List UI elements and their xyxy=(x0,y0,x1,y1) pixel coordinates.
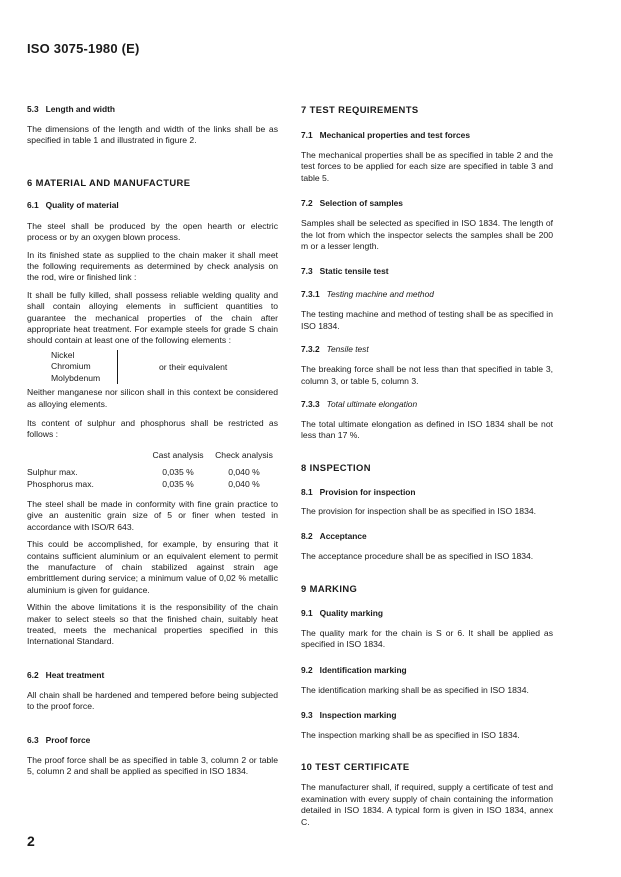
left-column xyxy=(27,104,278,777)
section-title: Mechanical properties and test forces xyxy=(319,130,470,140)
section-number: 8.2 xyxy=(301,531,313,542)
paragraph: In its finished state as supplied to the chain maker it shall meet the following requirements as determined by check analysis on the rod, wire or finished link : xyxy=(27,249,278,283)
table-cell: 0,040 % xyxy=(228,467,260,478)
section-7-heading: 7 TEST REQUIREMENTS xyxy=(301,104,419,115)
table-cell: 0,035 % xyxy=(162,478,194,489)
section-title: Testing machine and method xyxy=(326,289,434,300)
section-10-heading: 10 TEST CERTIFICATE xyxy=(301,761,410,773)
page-number: 2 xyxy=(27,833,35,849)
document-header: ISO 3075-1980 (E) xyxy=(27,41,140,56)
section-number: 7.3 xyxy=(301,266,313,277)
section-6-3-text: The proof force shall be as specified in table 3, column 2 or table 5, column 2 and shall be applied as specified in ISO 1834. xyxy=(27,754,278,777)
elements-note: or their equivalent xyxy=(159,361,228,372)
section-9-3-text: The inspection marking shall be as specified in ISO 1834. xyxy=(301,729,520,740)
section-number: 6.2 xyxy=(27,669,39,680)
section-7-2-heading xyxy=(301,198,553,209)
section-6-2-heading xyxy=(27,670,278,681)
section-number: 5.3 xyxy=(27,104,39,114)
table-header-row xyxy=(27,450,277,461)
section-9-1-heading xyxy=(301,608,553,619)
section-title: Proof force xyxy=(45,734,91,745)
section-7-3-heading xyxy=(301,266,553,277)
section-5-3-text: The dimensions of the length and width of the links shall be as specified in table 1 and illustrated in figure 2. xyxy=(27,124,278,146)
table-cell: Sulphur max. xyxy=(27,467,78,478)
section-title: Quality marking xyxy=(319,607,383,618)
section-number: 7.3.3 xyxy=(301,399,320,410)
section-7-3-3-heading xyxy=(301,399,553,410)
section-title: Provision for inspection xyxy=(319,486,416,497)
paragraph: Neither manganese nor silicon shall in this context be considered as alloying elements. xyxy=(27,387,278,409)
table-row xyxy=(27,479,277,490)
alloying-elements-list xyxy=(27,350,278,384)
section-6-2-text: All chain shall be hardened and tempered before being subjected to the proof force. xyxy=(27,689,278,712)
paragraph: Within the above limitations it is the responsibility of the chain maker to select steels so that the finished chain, suitably heat treated, meets the mechanical properties specified in this International Standard. xyxy=(27,602,278,647)
section-number: 9.2 xyxy=(301,664,313,675)
section-8-2-text: The acceptance procedure shall be as specified in ISO 1834. xyxy=(301,551,534,562)
section-title: Quality of material xyxy=(45,199,119,210)
right-column xyxy=(301,104,553,828)
section-7-3-3-text: The total ultimate elongation as defined in ISO 1834 shall be not less than 17 %. xyxy=(301,419,553,441)
section-9-heading: 9 MARKING xyxy=(301,582,358,594)
table-row xyxy=(27,467,277,478)
section-title: Identification marking xyxy=(319,664,407,675)
paragraph: The steel shall be made in conformity with fine grain practice to give an austenitic grain size of 5 or finer when tested in accordance with ISO/R 643. xyxy=(27,498,278,532)
paragraph: It shall be fully killed, shall possess reliable welding quality and shall contain alloying elements in sufficient quantities to guarantee the mechanical properties of the chain after appropriate heat treatment. For example steels for grade S chain should contain at least one of the following elements : xyxy=(27,289,278,346)
section-title: Acceptance xyxy=(319,531,367,542)
section-number: 7.1 xyxy=(301,130,313,140)
section-8-1-text: The provision for inspection shall be as specified in ISO 1834. xyxy=(301,505,537,516)
analysis-table xyxy=(27,450,277,490)
section-8-heading: 8 INSPECTION xyxy=(301,461,371,473)
table-header: Check analysis xyxy=(215,449,273,460)
section-7-3-1-text: The testing machine and method of testing shall be as specified in ISO 1834. xyxy=(301,309,553,331)
section-title: Tensile test xyxy=(326,344,369,355)
element-item: Chromium xyxy=(51,361,91,372)
section-7-3-1-heading xyxy=(301,289,553,300)
element-item: Nickel xyxy=(51,349,75,360)
section-number: 9.1 xyxy=(301,607,313,618)
table-header xyxy=(27,450,145,461)
section-title: Heat treatment xyxy=(45,669,105,680)
section-title: Inspection marking xyxy=(319,709,397,720)
section-6-heading: 6 MATERIAL AND MANUFACTURE xyxy=(27,176,191,188)
section-number: 9.3 xyxy=(301,709,313,720)
section-7-2-text: Samples shall be selected as specified in ISO 1834. The length of the lot from which the inspector selects the samples shall be 200 m or a lesser length. xyxy=(301,218,553,252)
section-9-3-heading xyxy=(301,710,553,721)
section-number: 8.1 xyxy=(301,486,313,497)
section-number: 7.2 xyxy=(301,198,313,209)
table-cell: 0,040 % xyxy=(228,478,260,489)
section-7-3-2-text: The breaking force shall be not less than that specified in table 3, column 3, or table 5, column 3. xyxy=(301,364,553,386)
section-7-1-heading xyxy=(301,130,553,141)
section-title: Total ultimate elongation xyxy=(326,399,418,410)
section-8-1-heading xyxy=(301,487,553,498)
paragraph: The steel shall be produced by the open hearth or electric process or by an oxygen blown process. xyxy=(27,220,278,243)
section-6-1-heading xyxy=(27,200,278,211)
section-9-2-heading xyxy=(301,665,553,676)
table-cell: Phosphorus max. xyxy=(27,478,94,489)
section-title: Selection of samples xyxy=(319,198,403,209)
section-title: Static tensile test xyxy=(319,266,389,277)
section-10-text: The manufacturer shall, if required, supply a certificate of test and examination with every supply of chain containing the information detailed in ISO 1834. A typical form is given in ISO 1834, annex C. xyxy=(301,782,553,827)
section-number: 7.3.1 xyxy=(301,289,320,300)
table-cell: 0,035 % xyxy=(162,467,194,478)
section-title: Length and width xyxy=(45,104,115,114)
section-number: 6.1 xyxy=(27,199,39,210)
element-item: Molybdenum xyxy=(51,372,101,383)
section-5-3-heading xyxy=(27,104,278,115)
paragraph: Its content of sulphur and phosphorus shall be restricted as follows : xyxy=(27,417,278,440)
section-9-2-text: The identification marking shall be as specified in ISO 1834. xyxy=(301,684,529,695)
section-6-3-heading xyxy=(27,735,278,746)
section-7-3-2-heading xyxy=(301,344,553,355)
brace-line xyxy=(117,350,119,384)
table-header: Cast analysis xyxy=(152,449,204,460)
section-number: 7.3.2 xyxy=(301,344,320,355)
paragraph: This could be accomplished, for example, by ensuring that it contains sufficient aluminium or an equivalent element to permit the manufacture of chain stabilized against strain age embrittlement during service; a minimum value of 0,02 % metallic aluminium is given for guidance. xyxy=(27,539,278,595)
section-9-1-text: The quality mark for the chain is S or 6. It shall be applied as specified in ISO 1834. xyxy=(301,627,553,650)
section-7-1-text: The mechanical properties shall be as specified in table 2 and the test forces to be applied for each size are specified in table 3 and table 5. xyxy=(301,150,553,183)
section-8-2-heading xyxy=(301,531,553,542)
section-number: 6.3 xyxy=(27,734,39,745)
